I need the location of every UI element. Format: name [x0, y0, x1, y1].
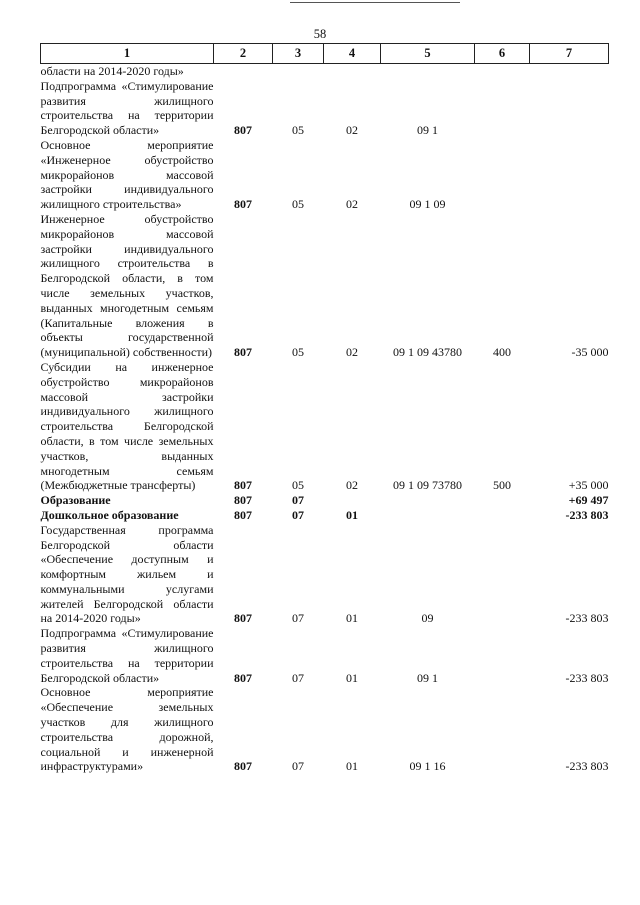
row-name: Подпрограмма «Стимулирование развития жилищного строительства на территории Белгородской области» [40, 626, 214, 685]
top-rule [290, 2, 460, 3]
header-col-7: 7 [530, 44, 609, 64]
row-amount: +35 000 [568, 478, 609, 493]
row-department [214, 64, 273, 79]
row-amount: -35 000 [571, 345, 609, 360]
header-col-6: 6 [475, 44, 530, 64]
row-expense-type: 500 [493, 478, 511, 493]
row-department: 807 [234, 507, 252, 522]
row-amount: -233 803 [565, 759, 609, 774]
row-subsection: 02 [346, 123, 358, 138]
row-expense-type [475, 493, 530, 508]
row-amount [530, 64, 609, 79]
row-section: 07 [292, 670, 304, 685]
row-department: 807 [234, 493, 252, 508]
row-section: 05 [292, 345, 304, 360]
row-subsection: 01 [346, 759, 358, 774]
table-row [41, 508, 609, 523]
table-row [41, 626, 609, 685]
budget-table [40, 43, 609, 774]
row-name: Основное мероприятие «Обеспечение земельных участков для жилищного строительства дорожной, социальной и инженерной инфраструктурами» [40, 685, 214, 774]
row-department: 807 [234, 670, 252, 685]
row-department: 807 [234, 759, 252, 774]
row-target-article: 09 1 09 73780 [393, 478, 462, 493]
row-section [273, 64, 324, 79]
row-target-article: 09 1 [417, 670, 438, 685]
row-target-article: 09 1 16 [409, 759, 446, 774]
row-department: 807 [234, 123, 252, 138]
row-target-article [381, 64, 475, 79]
row-target-article [381, 493, 475, 508]
row-subsection: 01 [346, 611, 358, 626]
row-department: 807 [234, 197, 252, 212]
row-subsection: 01 [346, 507, 358, 522]
header-row [41, 44, 609, 64]
row-section: 05 [292, 123, 304, 138]
row-amount: +69 497 [568, 493, 609, 508]
row-subsection: 01 [346, 670, 358, 685]
header-col-1: 1 [41, 44, 214, 64]
table-row [41, 360, 609, 493]
table-row [41, 685, 609, 774]
row-target-article: 09 1 [417, 123, 438, 138]
row-target-article: 09 1 09 43780 [393, 345, 462, 360]
row-subsection: 02 [346, 478, 358, 493]
row-department: 807 [234, 611, 252, 626]
row-target-article: 09 [421, 611, 434, 626]
table-row [41, 212, 609, 360]
row-section: 05 [292, 478, 304, 493]
row-expense-type [475, 508, 530, 523]
row-expense-type [475, 685, 530, 774]
row-amount: -233 803 [565, 611, 609, 626]
row-amount [530, 138, 609, 212]
row-target-article: 09 1 09 [409, 197, 446, 212]
row-department: 807 [234, 478, 252, 493]
row-amount: -233 803 [565, 670, 609, 685]
row-section: 05 [292, 197, 304, 212]
row-name: Основное мероприятие «Инженерное обустройство микрорайонов массовой застройки индивидуального жилищного строительства» [40, 137, 214, 212]
table-row [41, 493, 609, 508]
row-section: 07 [292, 493, 304, 508]
header-col-3: 3 [273, 44, 324, 64]
row-name: Подпрограмма «Стимулирование развития жилищного строительства на территории Белгородской области» [40, 78, 214, 138]
row-section: 07 [292, 611, 304, 626]
row-target-article [381, 508, 475, 523]
header-col-4: 4 [324, 44, 381, 64]
page-number: 58 [313, 27, 327, 41]
row-name: Государственная программа Белгородской области «Обеспечение доступным и комфортным жильем и коммунальными услугами жителей Белгородской области на 2014-2020 годы» [40, 522, 214, 626]
row-name: области на 2014-2020 годы» [40, 64, 184, 78]
row-name: Образование [40, 493, 111, 508]
row-name: Субсидии на инженерное обустройство микрорайонов массовой застройки индивидуального жилищного строительства Белгородской области, в том числе земельных участков, выданных многодетным семьям (Межбюджетные трансферты) [40, 359, 214, 493]
row-expense-type [475, 523, 530, 627]
row-expense-type [475, 138, 530, 212]
row-section: 07 [292, 759, 304, 774]
table-row [41, 64, 609, 79]
header-col-5: 5 [381, 44, 475, 64]
table-row [41, 523, 609, 627]
row-subsection: 02 [346, 197, 358, 212]
table-row [41, 79, 609, 138]
table-row [41, 138, 609, 212]
row-department: 807 [234, 345, 252, 360]
row-amount: -233 803 [565, 507, 609, 522]
row-subsection: 02 [346, 345, 358, 360]
row-name: Инженерное обустройство микрорайонов массовой застройки индивидуального жилищного строительства в Белгородской области, в том числе земельных участков, выданных многодетным семьям (Капитальные вложения в объекты государственной (муниципальной) собственности) [40, 211, 214, 360]
row-section: 07 [292, 507, 304, 522]
row-expense-type: 400 [493, 345, 511, 360]
row-amount [530, 79, 609, 138]
header-col-2: 2 [214, 44, 273, 64]
row-expense-type [475, 626, 530, 685]
row-subsection [324, 493, 381, 508]
row-name: Дошкольное образование [40, 507, 179, 522]
row-subsection [324, 64, 381, 79]
row-expense-type [475, 64, 530, 79]
row-expense-type [475, 79, 530, 138]
